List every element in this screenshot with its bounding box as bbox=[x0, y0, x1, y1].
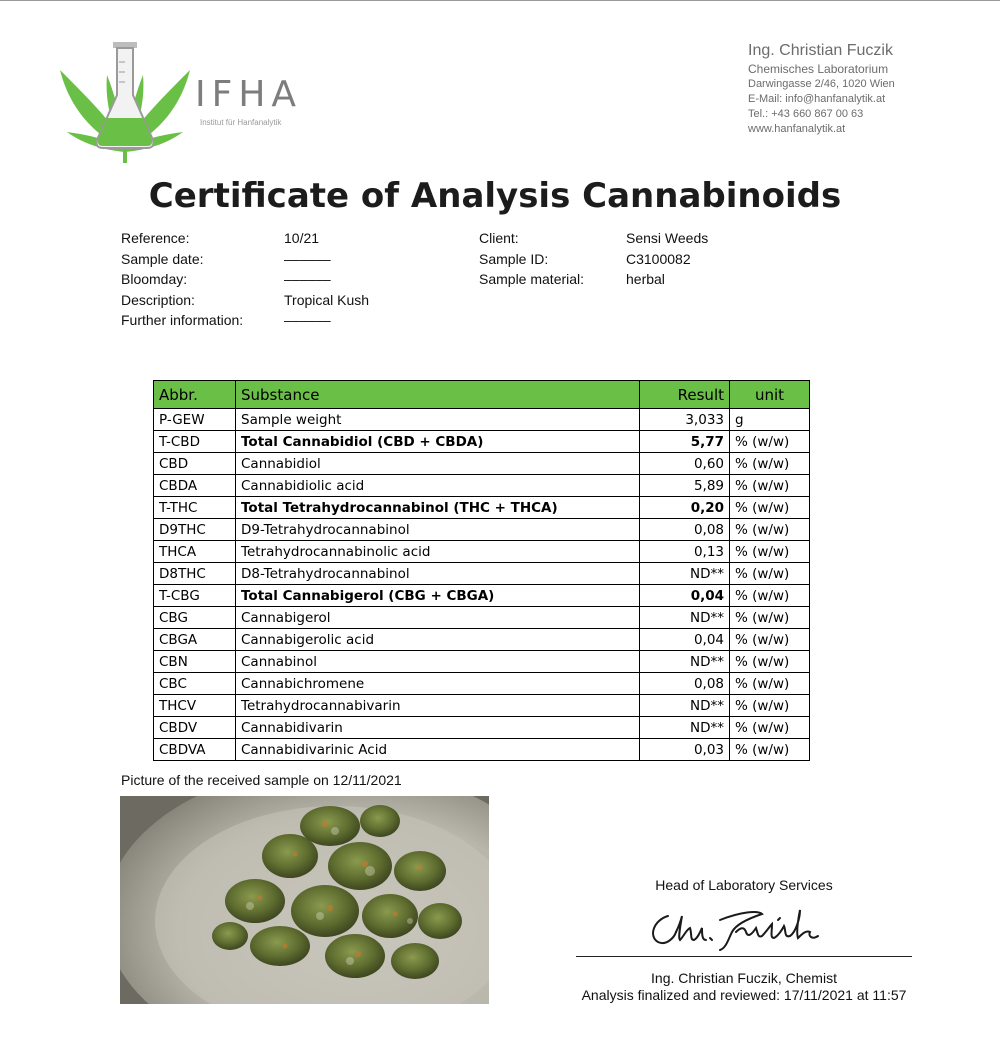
cell-result: ND** bbox=[640, 607, 730, 629]
cell-result: 5,77 bbox=[640, 431, 730, 453]
table-row bbox=[154, 541, 810, 563]
lab-website: www.hanfanalytik.at bbox=[748, 123, 846, 135]
cell-abbr: CBC bbox=[154, 673, 236, 695]
table-row bbox=[154, 629, 810, 651]
cell-unit: % (w/w) bbox=[730, 563, 810, 585]
cell-result: ND** bbox=[640, 695, 730, 717]
cell-abbr: D8THC bbox=[154, 563, 236, 585]
cell-substance: Cannabidivarin bbox=[236, 717, 640, 739]
cell-substance: Cannabigerolic acid bbox=[236, 629, 640, 651]
lab-email: E-Mail: info@hanfanalytik.at bbox=[748, 93, 886, 105]
info-value: –––––– bbox=[284, 250, 331, 267]
info-value: –––––– bbox=[284, 312, 331, 328]
signatory-name: Ing. Christian Fuczik, Chemist bbox=[651, 970, 837, 986]
info-value: C3100082 bbox=[626, 250, 691, 267]
info-label: Bloomday: bbox=[121, 271, 188, 287]
info-value: herbal bbox=[626, 271, 665, 287]
info-label: Further information: bbox=[121, 312, 244, 328]
info-label: Description: bbox=[121, 291, 195, 308]
cell-result: 0,03 bbox=[640, 739, 730, 761]
cell-unit: % (w/w) bbox=[730, 739, 810, 761]
info-left-labels bbox=[121, 228, 243, 331]
cell-substance: Cannabidiolic acid bbox=[236, 475, 640, 497]
info-value: 10/21 bbox=[284, 230, 320, 246]
cell-unit: % (w/w) bbox=[730, 673, 810, 695]
info-value: Sensi Weeds bbox=[626, 230, 709, 246]
cell-result: ND** bbox=[640, 651, 730, 673]
cell-result: ND** bbox=[640, 717, 730, 739]
info-value: –––––– bbox=[284, 271, 331, 287]
page-top-border bbox=[0, 0, 1000, 1]
cell-result: ND** bbox=[640, 563, 730, 585]
sample-photo bbox=[120, 796, 489, 1004]
signature-heading: Head of Laboratory Services bbox=[655, 877, 833, 893]
cell-abbr: THCV bbox=[154, 695, 236, 717]
cell-abbr: T-CBD bbox=[154, 431, 236, 453]
table-row bbox=[154, 739, 810, 761]
handwritten-signature bbox=[640, 898, 840, 953]
table-row bbox=[154, 673, 810, 695]
cell-result: 5,89 bbox=[640, 475, 730, 497]
info-label: Sample material: bbox=[479, 271, 585, 287]
cell-unit: % (w/w) bbox=[730, 475, 810, 497]
cell-unit: % (w/w) bbox=[730, 717, 810, 739]
cell-unit: % (w/w) bbox=[730, 651, 810, 673]
cell-unit: % (w/w) bbox=[730, 607, 810, 629]
cell-abbr: D9THC bbox=[154, 519, 236, 541]
cell-unit: g bbox=[730, 409, 810, 431]
ifha-logo bbox=[55, 40, 325, 165]
cell-abbr: CBDV bbox=[154, 717, 236, 739]
cell-substance: Tetrahydrocannabivarin bbox=[236, 695, 640, 717]
cell-unit: % (w/w) bbox=[730, 519, 810, 541]
cell-unit: % (w/w) bbox=[730, 585, 810, 607]
lab-address: Darwingasse 2/46, 1020 Wien bbox=[748, 78, 895, 90]
table-header-row bbox=[154, 381, 810, 409]
cell-abbr: CBN bbox=[154, 651, 236, 673]
cell-abbr: CBDA bbox=[154, 475, 236, 497]
cell-abbr: CBD bbox=[154, 453, 236, 475]
logo-wordmark: IFHA bbox=[195, 74, 303, 115]
info-left-values bbox=[284, 228, 369, 331]
results-table bbox=[153, 380, 810, 761]
cell-substance: Tetrahydrocannabinolic acid bbox=[236, 541, 640, 563]
table-body bbox=[154, 409, 810, 761]
cell-result: 0,13 bbox=[640, 541, 730, 563]
table-row bbox=[154, 563, 810, 585]
cell-result: 0,04 bbox=[640, 585, 730, 607]
cell-unit: % (w/w) bbox=[730, 453, 810, 475]
picture-caption: Picture of the received sample on 12/11/2021 bbox=[121, 772, 402, 788]
table-row bbox=[154, 695, 810, 717]
sample-photo-image bbox=[120, 796, 489, 1004]
cell-result: 0,04 bbox=[640, 629, 730, 651]
table-row bbox=[154, 497, 810, 519]
signatory-block bbox=[570, 970, 918, 1004]
cell-substance: Cannabichromene bbox=[236, 673, 640, 695]
table-row bbox=[154, 717, 810, 739]
cell-substance: D8-Tetrahydrocannabinol bbox=[236, 563, 640, 585]
cell-substance: Cannabigerol bbox=[236, 607, 640, 629]
finalized-timestamp: Analysis finalized and reviewed: 17/11/2021 at 11:57 bbox=[581, 987, 907, 1003]
cell-abbr: P-GEW bbox=[154, 409, 236, 431]
cannabis-flask-icon bbox=[55, 40, 195, 165]
cell-abbr: T-CBG bbox=[154, 585, 236, 607]
lab-owner-name: Ing. Christian Fuczik bbox=[748, 42, 893, 59]
table-row bbox=[154, 475, 810, 497]
table-row bbox=[154, 607, 810, 629]
lab-name: Chemisches Laboratorium bbox=[748, 62, 889, 76]
cell-result: 0,20 bbox=[640, 497, 730, 519]
column-header-substance: Substance bbox=[236, 381, 640, 409]
info-value: Tropical Kush bbox=[284, 291, 370, 308]
lab-phone: Tel.: +43 660 867 00 63 bbox=[748, 108, 864, 120]
logo-subtitle: Institut für Hanfanalytik bbox=[200, 118, 282, 127]
cell-result: 3,033 bbox=[640, 409, 730, 431]
cell-substance: Cannabinol bbox=[236, 651, 640, 673]
column-header-unit: unit bbox=[730, 381, 810, 409]
cell-abbr: CBG bbox=[154, 607, 236, 629]
info-label: Sample ID: bbox=[479, 250, 549, 267]
cell-result: 0,08 bbox=[640, 519, 730, 541]
table-row bbox=[154, 431, 810, 453]
info-right-values bbox=[626, 228, 708, 290]
cell-substance: Total Cannabidiol (CBD + CBDA) bbox=[236, 431, 640, 453]
cell-unit: % (w/w) bbox=[730, 629, 810, 651]
table-row bbox=[154, 453, 810, 475]
cell-abbr: THCA bbox=[154, 541, 236, 563]
cell-substance: D9-Tetrahydrocannabinol bbox=[236, 519, 640, 541]
cell-unit: % (w/w) bbox=[730, 431, 810, 453]
info-label: Client: bbox=[479, 230, 519, 246]
info-label: Reference: bbox=[121, 230, 190, 246]
cell-abbr: T-THC bbox=[154, 497, 236, 519]
table-row bbox=[154, 651, 810, 673]
cell-substance: Cannabidivarinic Acid bbox=[236, 739, 640, 761]
info-label: Sample date: bbox=[121, 250, 204, 267]
cell-result: 0,60 bbox=[640, 453, 730, 475]
cell-result: 0,08 bbox=[640, 673, 730, 695]
cell-unit: % (w/w) bbox=[730, 497, 810, 519]
table-row bbox=[154, 585, 810, 607]
signature-icon bbox=[640, 898, 840, 953]
cell-substance: Sample weight bbox=[236, 409, 640, 431]
cell-unit: % (w/w) bbox=[730, 695, 810, 717]
column-header-abbr: Abbr. bbox=[154, 381, 236, 409]
cell-substance: Cannabidiol bbox=[236, 453, 640, 475]
cell-substance: Total Tetrahydrocannabinol (THC + THCA) bbox=[236, 497, 640, 519]
table-row bbox=[154, 519, 810, 541]
page-title: Certificate of Analysis Cannabinoids bbox=[148, 176, 842, 216]
lab-contact-block bbox=[748, 42, 978, 137]
cell-abbr: CBGA bbox=[154, 629, 236, 651]
info-right-labels bbox=[479, 228, 584, 290]
table-row bbox=[154, 409, 810, 431]
cell-substance: Total Cannabigerol (CBG + CBGA) bbox=[236, 585, 640, 607]
cell-unit: % (w/w) bbox=[730, 541, 810, 563]
cell-abbr: CBDVA bbox=[154, 739, 236, 761]
signature-line bbox=[576, 956, 912, 957]
column-header-result: Result bbox=[640, 381, 730, 409]
